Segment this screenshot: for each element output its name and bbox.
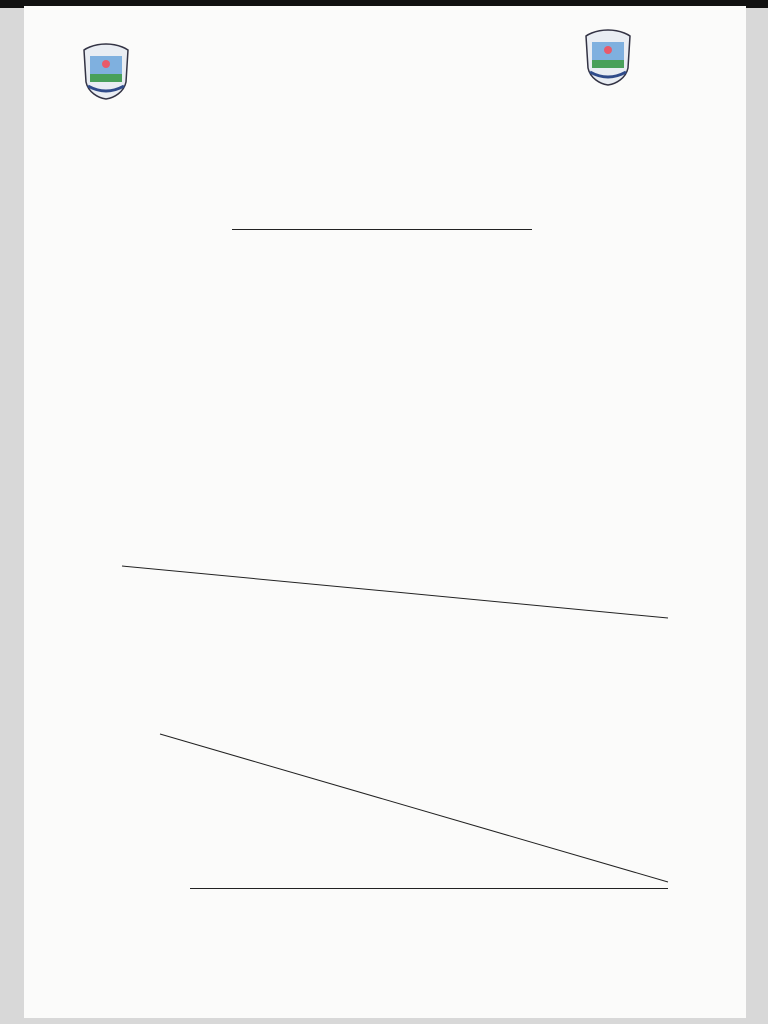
student-name-field xyxy=(198,186,202,198)
eja-legend-title xyxy=(190,888,668,889)
mother-field xyxy=(228,235,232,247)
state-seal-left-icon xyxy=(80,42,132,100)
state-seal-right-icon xyxy=(582,28,634,86)
document-sheet xyxy=(24,6,746,1018)
father-field xyxy=(228,219,532,233)
birth-field xyxy=(198,202,222,214)
father-blank-line xyxy=(232,219,532,230)
